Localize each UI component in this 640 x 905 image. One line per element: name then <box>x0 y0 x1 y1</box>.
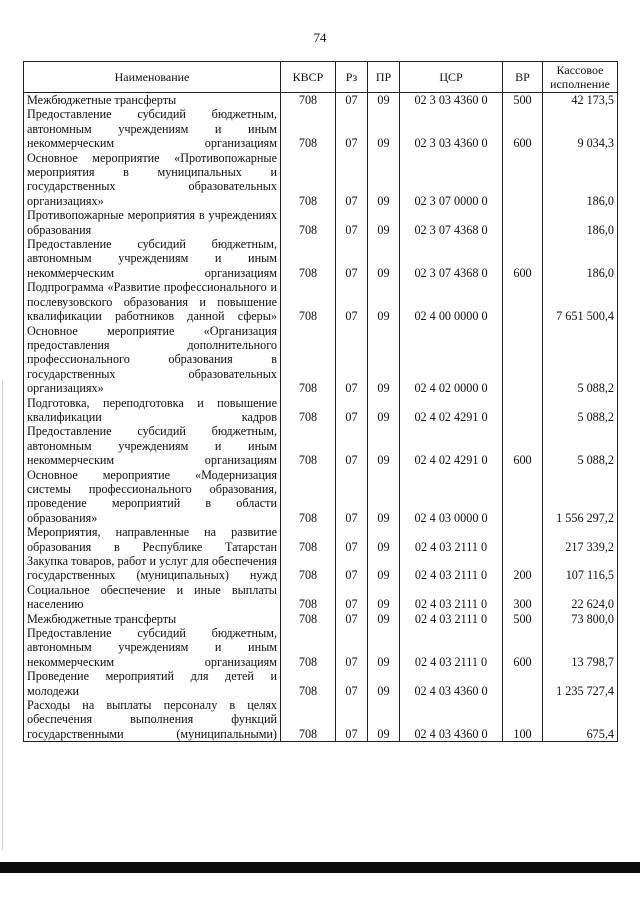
row-amount: 5 088,2 <box>543 424 618 467</box>
row-kvsr: 708 <box>281 669 336 698</box>
budget-execution-table <box>23 61 618 742</box>
table-row <box>24 280 618 323</box>
row-amount: 217 339,2 <box>543 525 618 554</box>
row-pr: 09 <box>368 698 400 742</box>
row-rz: 07 <box>336 208 368 237</box>
row-rz: 07 <box>336 107 368 150</box>
row-amount: 22 624,0 <box>543 583 618 612</box>
table-row <box>24 107 618 150</box>
row-csr: 02 4 03 2111 0 <box>400 612 503 626</box>
row-vr: 200 <box>503 554 543 583</box>
row-vr <box>503 525 543 554</box>
row-rz: 07 <box>336 612 368 626</box>
row-kvsr: 708 <box>281 583 336 612</box>
table-row <box>24 554 618 583</box>
row-csr: 02 4 03 2111 0 <box>400 525 503 554</box>
row-vr: 500 <box>503 612 543 626</box>
row-csr: 02 4 03 2111 0 <box>400 554 503 583</box>
row-amount: 7 651 500,4 <box>543 280 618 323</box>
row-csr: 02 4 02 4291 0 <box>400 424 503 467</box>
row-pr: 09 <box>368 612 400 626</box>
header-kvsr: КВСР <box>281 62 336 93</box>
row-kvsr: 708 <box>281 208 336 237</box>
row-pr: 09 <box>368 208 400 237</box>
row-pr: 09 <box>368 554 400 583</box>
header-name: Наименование <box>24 62 281 93</box>
row-pr: 09 <box>368 280 400 323</box>
row-kvsr: 708 <box>281 280 336 323</box>
row-pr: 09 <box>368 151 400 209</box>
row-csr: 02 3 07 0000 0 <box>400 151 503 209</box>
row-name: Предоставление субсидий бюджетным, автономным учреждениям и иным некоммерческим организациям <box>24 424 281 467</box>
row-rz: 07 <box>336 698 368 742</box>
table-header-row <box>24 62 618 93</box>
table-row <box>24 626 618 669</box>
row-vr: 500 <box>503 93 543 108</box>
row-name: Межбюджетные трансферты <box>24 93 281 108</box>
row-pr: 09 <box>368 468 400 526</box>
row-name: Мероприятия, направленные на развитие образования в Республике Татарстан <box>24 525 281 554</box>
row-kvsr: 708 <box>281 424 336 467</box>
row-pr: 09 <box>368 669 400 698</box>
row-csr: 02 4 02 4291 0 <box>400 396 503 425</box>
row-amount: 186,0 <box>543 151 618 209</box>
row-pr: 09 <box>368 626 400 669</box>
header-vr: ВР <box>503 62 543 93</box>
row-kvsr: 708 <box>281 554 336 583</box>
row-kvsr: 708 <box>281 396 336 425</box>
row-name: Основное мероприятие «Противопожарные мероприятия в муниципальных и государственных образовательных организациях» <box>24 151 281 209</box>
row-csr: 02 4 03 2111 0 <box>400 626 503 669</box>
header-amount: Кассовое исполнение <box>543 62 618 93</box>
row-vr: 300 <box>503 583 543 612</box>
row-name: Противопожарные мероприятия в учреждениях образования <box>24 208 281 237</box>
row-kvsr: 708 <box>281 698 336 742</box>
row-pr: 09 <box>368 583 400 612</box>
row-pr: 09 <box>368 396 400 425</box>
row-kvsr: 708 <box>281 93 336 108</box>
row-amount: 186,0 <box>543 237 618 280</box>
table-row <box>24 237 618 280</box>
row-kvsr: 708 <box>281 324 336 396</box>
row-kvsr: 708 <box>281 107 336 150</box>
row-vr: 600 <box>503 237 543 280</box>
row-vr <box>503 669 543 698</box>
table-row <box>24 525 618 554</box>
row-pr: 09 <box>368 93 400 108</box>
row-vr <box>503 208 543 237</box>
row-vr <box>503 468 543 526</box>
row-name: Основное мероприятие «Организация предоставления дополнительного профессионального образования в государственных образовательных организациях» <box>24 324 281 396</box>
row-kvsr: 708 <box>281 468 336 526</box>
row-name: Предоставление субсидий бюджетным, автономным учреждениям и иным некоммерческим организациям <box>24 237 281 280</box>
row-name: Социальное обеспечение и иные выплаты населению <box>24 583 281 612</box>
row-rz: 07 <box>336 626 368 669</box>
row-name: Закупка товаров, работ и услуг для обеспечения государственных (муниципальных) нужд <box>24 554 281 583</box>
row-pr: 09 <box>368 107 400 150</box>
row-vr <box>503 396 543 425</box>
row-vr <box>503 151 543 209</box>
row-csr: 02 3 03 4360 0 <box>400 93 503 108</box>
row-rz: 07 <box>336 151 368 209</box>
table-row <box>24 468 618 526</box>
table-row <box>24 583 618 612</box>
row-csr: 02 4 02 0000 0 <box>400 324 503 396</box>
row-vr: 600 <box>503 107 543 150</box>
scan-bottom-bar <box>0 862 640 873</box>
table-row <box>24 151 618 209</box>
row-rz: 07 <box>336 554 368 583</box>
row-pr: 09 <box>368 424 400 467</box>
table-row <box>24 424 618 467</box>
row-amount: 73 800,0 <box>543 612 618 626</box>
row-kvsr: 708 <box>281 237 336 280</box>
row-csr: 02 4 03 0000 0 <box>400 468 503 526</box>
row-amount: 9 034,3 <box>543 107 618 150</box>
header-csr: ЦСР <box>400 62 503 93</box>
row-name: Расходы на выплаты персоналу в целях обеспечения выполнения функций государственными (муниципальными) <box>24 698 281 742</box>
row-name: Основное мероприятие «Модернизация системы профессионального образования, проведение мероприятий в области образования» <box>24 468 281 526</box>
row-csr: 02 3 03 4360 0 <box>400 107 503 150</box>
row-rz: 07 <box>336 396 368 425</box>
row-amount: 1 235 727,4 <box>543 669 618 698</box>
row-csr: 02 3 07 4368 0 <box>400 208 503 237</box>
row-rz: 07 <box>336 324 368 396</box>
row-name: Подготовка, переподготовка и повышение квалификации кадров <box>24 396 281 425</box>
row-name: Межбюджетные трансферты <box>24 612 281 626</box>
scan-edge-line <box>2 380 3 850</box>
header-pr: ПР <box>368 62 400 93</box>
row-vr <box>503 324 543 396</box>
table-row <box>24 396 618 425</box>
row-amount: 675,4 <box>543 698 618 742</box>
row-amount: 5 088,2 <box>543 324 618 396</box>
table-row <box>24 669 618 698</box>
page-number: 74 <box>313 30 327 45</box>
row-amount: 42 173,5 <box>543 93 618 108</box>
row-kvsr: 708 <box>281 626 336 669</box>
table-row <box>24 208 618 237</box>
row-name: Проведение мероприятий для детей и молодежи <box>24 669 281 698</box>
row-rz: 07 <box>336 583 368 612</box>
row-csr: 02 3 07 4368 0 <box>400 237 503 280</box>
row-rz: 07 <box>336 93 368 108</box>
row-rz: 07 <box>336 280 368 323</box>
row-pr: 09 <box>368 525 400 554</box>
row-vr: 600 <box>503 424 543 467</box>
row-amount: 5 088,2 <box>543 396 618 425</box>
row-kvsr: 708 <box>281 151 336 209</box>
row-csr: 02 4 03 4360 0 <box>400 698 503 742</box>
row-amount: 186,0 <box>543 208 618 237</box>
row-csr: 02 4 03 2111 0 <box>400 583 503 612</box>
table-row <box>24 698 618 742</box>
row-pr: 09 <box>368 324 400 396</box>
row-amount: 13 798,7 <box>543 626 618 669</box>
row-amount: 1 556 297,2 <box>543 468 618 526</box>
row-rz: 07 <box>336 468 368 526</box>
table-row <box>24 324 618 396</box>
table-row <box>24 612 618 626</box>
row-rz: 07 <box>336 525 368 554</box>
row-csr: 02 4 00 0000 0 <box>400 280 503 323</box>
row-name: Предоставление субсидий бюджетным, автономным учреждениям и иным некоммерческим организациям <box>24 626 281 669</box>
header-rz: Рз <box>336 62 368 93</box>
row-kvsr: 708 <box>281 612 336 626</box>
row-kvsr: 708 <box>281 525 336 554</box>
row-rz: 07 <box>336 424 368 467</box>
table-row <box>24 93 618 108</box>
row-rz: 07 <box>336 237 368 280</box>
row-name: Подпрограмма «Развитие профессионального и послевузовского образования и повышение квалификации работников данной сферы» <box>24 280 281 323</box>
row-pr: 09 <box>368 237 400 280</box>
row-amount: 107 116,5 <box>543 554 618 583</box>
row-vr: 600 <box>503 626 543 669</box>
row-vr: 100 <box>503 698 543 742</box>
row-csr: 02 4 03 4360 0 <box>400 669 503 698</box>
row-vr <box>503 280 543 323</box>
row-name: Предоставление субсидий бюджетным, автономным учреждениям и иным некоммерческим организациям <box>24 107 281 150</box>
row-rz: 07 <box>336 669 368 698</box>
